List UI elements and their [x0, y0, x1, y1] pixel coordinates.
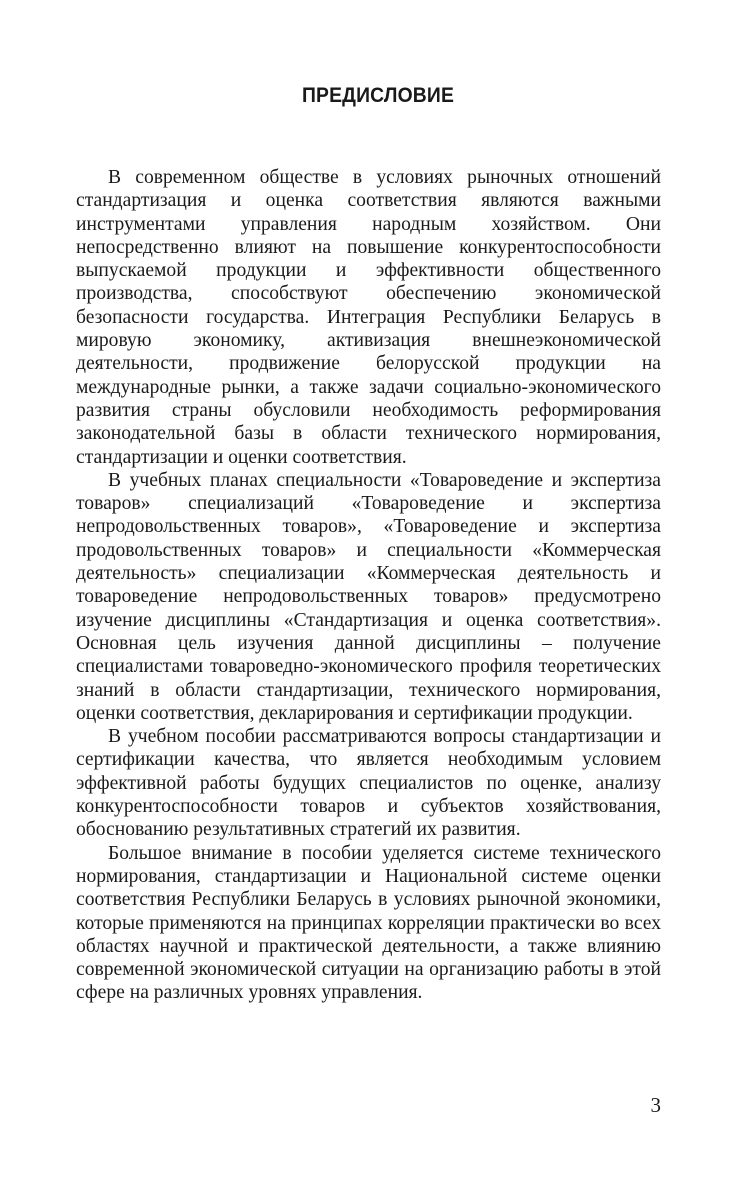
paragraph-1: В современном обществе в условиях рыночных отношений стандартизация и оценка соответствия являются важными инструментами управления народным хозяйством. Они непосредственно влияют на повышение конкурентоспособности выпускаемой продукции и эффективности общественного производства, способствуют обеспечению экономической безопасности государства. Интеграция Республики Беларусь в мировую экономику, активизация внешнеэкономической деятельности, продвижение белорусской продукции на международные рынки, а также задачи социально-экономического развития страны обусловили необходимость реформирования законодательной базы в области технического нормирования, стандартизации и оценки соответствия. — [76, 167, 661, 468]
page-number: 3 — [650, 1093, 661, 1117]
preface-body — [76, 166, 661, 1005]
paragraph-4: Большое внимание в пособии уделяется системе технического нормирования, стандартизации и Национальной системе оценки соответствия Республики Беларусь в условиях рыночной экономики, которые применяются на принципах корреляции практически во всех областях научной и практической деятельности, а также влиянию современной экономической ситуации на организацию работы в этой сфере на различных уровнях управления. — [76, 842, 661, 1004]
paragraph-2: В учебных планах специальности «Товароведение и экспертиза товаров» специализаций «Товароведение и экспертиза непродовольственных товаров», «Товароведение и экспертиза продовольственных товаров» и специальности «Коммерческая деятельность» специализации «Коммерческая деятельность и товароведение непродовольственных товаров» предусмотрено изучение дисциплины «Стандартизация и оценка соответствия». Основная цель изучения данной дисциплины – получение специалистами товароведно-экономического профиля теоретических знаний в области стандартизации, технического нормирования, оценки соответствия, декларирования и сертификации продукции. — [76, 469, 661, 724]
paragraph-3: В учебном пособии рассматриваются вопросы стандартизации и сертификации качества, что является необходимым условием эффективной работы будущих специалистов по оценке, анализу конкурентоспособности товаров и субъектов хозяйствования, обоснованию результативных стратегий их развития. — [76, 726, 661, 841]
page-title: ПРЕДИСЛОВИЕ — [301, 84, 455, 107]
